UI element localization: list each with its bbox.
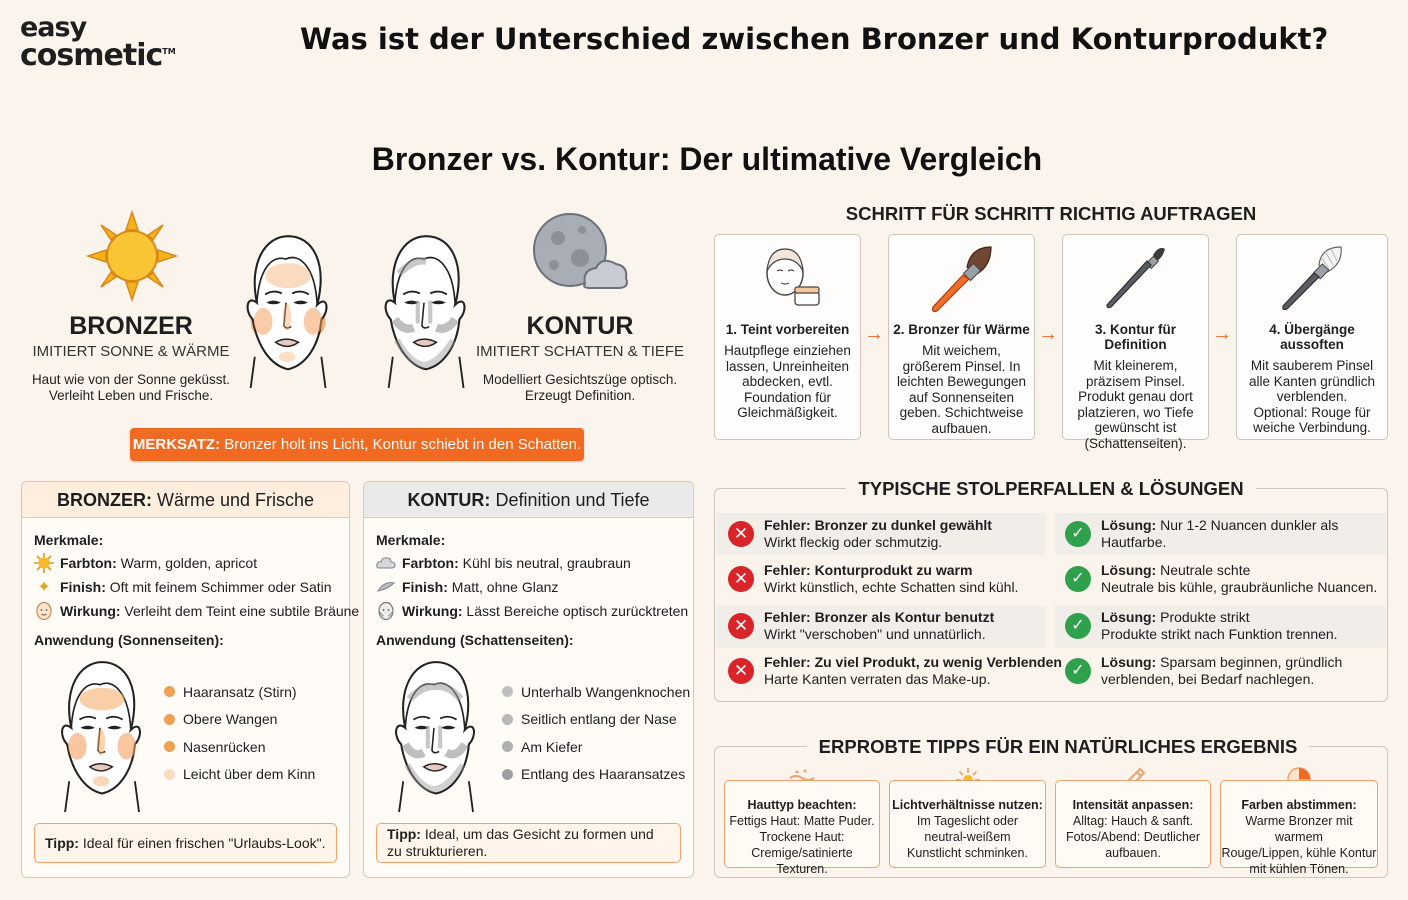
feature-label: Farbton: [402,555,459,571]
logo-trademark: TM [162,47,176,56]
table-row [716,513,1056,555]
tip-card-line: Fettigs Haut: Matte Puder. [729,814,875,828]
area-label: Unterhalb Wangenknochen [521,683,691,700]
bronzer-face-illustration [234,228,338,392]
brand-logo [20,12,176,73]
solution-rest: Neutrale schte [1156,562,1251,578]
tip-card-line: Rouge/Lippen, kühle Kontur [1221,846,1377,860]
list-item [164,678,315,706]
step-text-line: Mit sauberem Pinsel [1250,358,1374,373]
area-dot [164,714,175,725]
large-brush-icon [927,241,997,317]
step-text-line: gewünscht ist [1094,420,1177,435]
area-dot [502,741,513,752]
blending-brush-icon [1277,241,1347,317]
table-row [716,650,1062,692]
solution-label: Lösung: [1101,609,1157,625]
area-dot [164,769,175,780]
error-x-icon: ✕ [728,566,754,592]
steps-section-title: SCHRITT FÜR SCHRITT RICHTIG AUFTRAGEN [845,203,1257,224]
bronzer-area-list [164,678,315,788]
list-item [502,761,690,789]
tip-text: Ideal für einen frischen "Urlaubs-Look". [78,834,326,851]
bronzer-card [21,481,360,878]
tip-card-line: Warme Bronzer mit warmem [1245,814,1353,844]
step-text [1063,358,1208,451]
check-icon: ✓ [1065,658,1091,684]
tip-card-line: Fotos/Abend: Deutlicher [1065,830,1201,844]
sun-icon [34,553,54,573]
cloud-icon [376,553,396,573]
merksatz-banner [130,428,584,461]
main-title: Bronzer vs. Kontur: Der ultimative Vergleich [371,141,1043,177]
solution-text: Neutrale bis kühle, graubräunliche Nuancen. [1101,579,1378,595]
kontur-application-face [382,658,486,812]
step-text-line: Produkt genau dort [1078,389,1193,404]
step-card-4 [1236,234,1388,440]
step-text-line: Mit weichem, [922,343,1001,358]
kontur-title: KONTUR [526,312,634,340]
feature-text: Oft mit feinem Schimmer oder Satin [105,579,332,595]
face-glow-icon [34,601,54,621]
bronzer-title: BRONZER [69,312,193,340]
list-item [164,733,315,761]
kontur-feature-item [376,551,688,575]
step-text-line: (Schattenseiten). [1084,435,1187,451]
tip-card-line: Cremige/satinierte Texturen. [751,846,853,876]
kontur-card-head-rest: Definition und Tiefe [490,490,650,510]
error-label: Fehler: Bronzer zu dunkel gewählt [764,517,992,533]
logo-line-1: easy [20,12,87,43]
solution-text: Produkte strikt nach Funktion trennen. [1101,626,1338,642]
feature-text: Verleiht dem Teint eine subtile Bräune [120,603,360,619]
solution-label: Lösung: [1101,562,1157,578]
logo-line-2: cosmetic [20,38,163,73]
tip-card-line: Kunstlicht schminken. [907,846,1028,860]
error-label: Fehler: Konturprodukt zu warm [764,562,973,578]
table-row [716,605,1056,647]
error-x-icon: ✕ [728,613,754,639]
table-row [716,558,1056,600]
step-text-line: abdecken, evtl. [742,374,833,389]
solution-rest: Produkte strikt [1156,609,1250,625]
area-dot [502,714,513,725]
bronzer-feature-list [34,551,359,623]
feature-label: Finish: [402,579,448,595]
step-text-line: Gleichmäßigkeit. [737,405,838,420]
precision-brush-icon [1101,241,1171,317]
arrow-right-icon: → [864,323,884,345]
step-text-line: Hautpflege einziehen [724,343,851,358]
tips-section-title: ERPROBTE TIPPS FÜR EIN NATÜRLICHES ERGEBNIS [807,736,1310,757]
error-text: Wirkt fleckig oder schmutzig. [764,534,943,550]
step-card-2 [888,234,1035,440]
kontur-feature-list [376,551,688,623]
area-dot [164,741,175,752]
face-cream-icon [753,241,823,317]
bronzer-feature-item [34,551,359,575]
bronzer-subtitle: IMITIERT SONNE & WÄRME [32,343,230,360]
tip-card-title: Lichtverhältnisse nutzen: [892,798,1043,812]
tip-card-4 [1220,780,1378,876]
check-icon: ✓ [1065,521,1091,547]
table-row [1053,558,1387,600]
tips-section-title-wrap [714,736,1402,758]
table-row [1053,650,1387,692]
error-text: Wirkt "verschoben" und unnatürlich. [764,626,986,642]
list-item [502,678,690,706]
step-text-line: verblenden. [1276,389,1348,404]
feature-label: Finish: [60,579,106,595]
list-item [164,761,315,789]
face-shadow-icon [376,601,396,621]
table-row [1053,513,1387,555]
tip-card-2 [889,780,1046,868]
tip-card-title: Intensität anpassen: [1072,798,1194,812]
solution-text: verblenden, bei Bedarf nachlegen. [1101,671,1315,687]
tip-card-3 [1055,780,1211,868]
area-label: Seitlich entlang der Nase [521,711,677,728]
pitfall-error-list [716,513,1062,692]
tip-card-1 [724,780,880,876]
kontur-feature-item [376,599,688,623]
step-text [715,343,860,421]
kontur-face-illustration [372,228,476,392]
arrow-right-icon: → [1212,323,1232,345]
step-text-line: auf Sonnenseiten [908,389,1015,405]
table-row [1053,605,1387,647]
error-x-icon: ✕ [728,658,754,684]
solution-rest: Nur 1-2 Nuancen dunkler als [1156,517,1339,533]
step-text-line: Foundation für [743,389,832,405]
list-item [502,706,690,734]
bronzer-card-header [22,482,349,518]
step-text-line: leichten Bewegungen [896,374,1027,389]
tip-card-line: Im Tageslicht oder [916,814,1019,828]
tip-label: Tipp: [387,826,421,842]
step-text [889,343,1034,436]
step-card-1 [714,234,861,440]
merksatz-label: MERKSATZ: [132,436,221,453]
step-title: 1. Teint vorbereiten [725,322,850,337]
kontur-areas-label: Anwendung (Schattenseiten): [376,632,574,648]
tip-text: Ideal, um das Gesicht zu formen und zu strukturieren. [387,826,654,859]
tip-label: Tipp: [45,834,79,851]
kontur-desc-line: Erzeugt Definition. [524,388,636,403]
feature-label: Farbton: [60,555,117,571]
step-text-line: alle Kanten gründlich [1248,373,1376,389]
sun-icon [86,210,178,302]
error-text: Harte Kanten verraten das Make-up. [764,671,991,687]
kontur-features-label: Merkmale: [376,532,446,548]
check-icon: ✓ [1065,613,1091,639]
area-dot [502,769,513,780]
step-text-line: Mit kleinerem, [1093,358,1178,373]
kontur-card-head-bold: KONTUR: [407,490,491,510]
bronzer-desc-line: Verleiht Leben und Frische. [48,388,214,403]
error-label: Fehler: Zu viel Produkt, zu wenig Verblenden [764,654,1062,670]
bronzer-desc-line: Haut wie von der Sonne geküsst. [31,372,231,387]
moon-icon [530,210,630,300]
kontur-feature-item [376,575,688,599]
area-label: Haaransatz (Stirn) [183,683,297,700]
feature-text: Warm, golden, apricot [116,555,258,571]
tip-card-line: aufbauen. [1105,846,1161,860]
matte-brush-icon [376,577,396,597]
step-text-line: weiche Verbindung. [1253,420,1371,435]
area-label: Entlang des Haaransatzes [521,766,686,783]
error-x-icon: ✕ [728,521,754,547]
step-card-3 [1062,234,1209,451]
page-title: Was ist der Unterschied zwischen Bronzer und Konturprodukt? [300,22,1329,56]
step-text-line: geben. Schichtweise [899,405,1024,420]
step-text [1237,358,1387,436]
error-label: Fehler: Bronzer als Kontur benutzt [764,609,995,625]
tip-card-line: Trockene Haut: [759,830,845,844]
solution-label: Lösung: [1101,517,1157,533]
tip-card-line: Alltag: Hauch & sanft. [1072,814,1194,828]
solution-text: Hautfarbe. [1101,534,1167,550]
kontur-desc-line: Modelliert Gesichtszüge optisch. [482,372,678,387]
pitfall-solution-list [1053,513,1387,692]
step-text-line: präzisem Pinsel. [1085,373,1186,389]
bronzer-areas-label: Anwendung (Sonnenseiten): [34,632,224,648]
area-label: Nasenrücken [183,738,266,755]
feature-text: Matt, ohne Glanz [447,579,559,595]
area-label: Obere Wangen [183,711,278,728]
step-text-line: platzieren, wo Tiefe [1077,404,1194,420]
step-title: 4. Übergänge aussoften [1269,322,1355,352]
step-title: 3. Kontur für Definition [1095,322,1176,352]
step-text-line: lassen, Unreinheiten [725,358,850,374]
pitfalls-section-title: TYPISCHE STOLPERFALLEN & LÖSUNGEN [846,478,1255,499]
solution-rest: Sparsam beginnen, gründlich [1156,654,1343,670]
arrow-right-icon: → [1038,323,1058,345]
check-icon: ✓ [1065,566,1091,592]
area-label: Am Kiefer [521,738,583,755]
step-text-line: größerem Pinsel. In [902,358,1021,374]
kontur-description [460,372,700,404]
bronzer-application-face [48,658,152,812]
tip-card-line: mit kühlen Tönen. [1249,862,1349,876]
tip-card-title: Hauttyp beachten: [747,798,857,812]
feature-text: Kühl bis neutral, graubraun [458,555,631,571]
bronzer-description [11,372,251,404]
bronzer-feature-item [34,599,359,623]
bronzer-card-head-rest: Wärme und Frische [151,490,315,510]
kontur-area-list [502,678,690,788]
kontur-card [363,481,694,878]
kontur-subtitle: IMITIERT SCHATTEN & TIEFE [475,343,685,360]
tip-card-title: Farben abstimmen: [1241,798,1357,812]
bronzer-feature-item [34,575,359,599]
feature-label: Wirkung: [402,603,463,619]
feature-text: Lässt Bereiche optisch zurücktreten [462,603,689,619]
error-text: Wirkt künstlich, echte Schatten sind kühl. [764,579,1019,595]
tip-card-line: neutral-weißem [924,830,1011,844]
feature-label: Wirkung: [60,603,121,619]
bronzer-tip [34,823,337,863]
pitfalls-section-title-wrap [714,478,1388,500]
step-title: 2. Bronzer für Wärme [893,322,1030,337]
step-text-line: Optional: Rouge für [1253,404,1371,420]
list-item [164,706,315,734]
sparkle-icon: ✦ [37,579,51,596]
bronzer-card-head-bold: BRONZER: [56,490,152,510]
area-dot [164,686,175,697]
kontur-tip [376,823,681,863]
list-item [502,733,690,761]
step-text-line: aufbauen. [931,420,992,436]
area-label: Leicht über dem Kinn [183,766,316,783]
kontur-card-header [364,482,693,518]
area-dot [502,686,513,697]
solution-label: Lösung: [1101,654,1157,670]
merksatz-text: Bronzer holt ins Licht, Kontur schiebt in den Schatten. [220,436,582,453]
bronzer-features-label: Merkmale: [34,532,104,548]
